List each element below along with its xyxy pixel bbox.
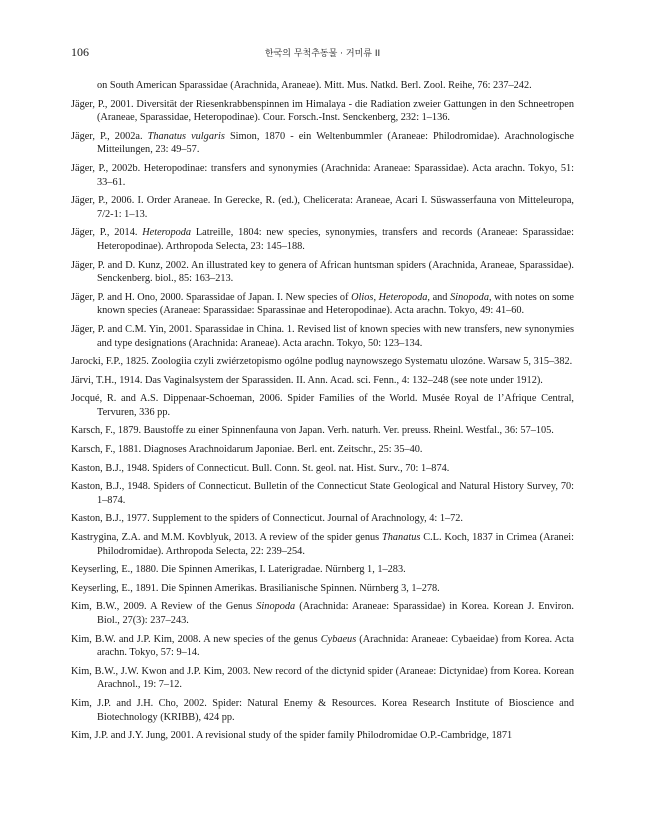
reference-entry: Jarocki, F.P., 1825. Zoologiia czyli zwiérzetopismo ogólne podlug naynowszego Systematu ulozóne. Warsaw 5, 315–382. (71, 356, 573, 368)
reference-entry: Jäger, P. and H. Ono, 2000. Sparassidae of Japan. I. New species of Olios, Heteropoda, and Sinopoda, with notes on some known species (Araneae: Sparassidae: Sparassinae and Heteropodinae). Acta arachn. Tokyo, 49: 41–60. (71, 291, 574, 317)
reference-entry: Keyserling, E., 1880. Die Spinnen Amerikas, I. Laterigradae. Nürnberg 1, 1–283. (71, 564, 406, 576)
reference-entry: Jäger, P., 2002a. Thanatus vulgaris Simon, 1870 - ein Weltenbummler (Araneae: Philodromidae). Arachnologische Mitteilungen, 23: 49–57. (71, 130, 574, 156)
reference-entry: Kim, B.W., 2009. A Review of the Genus Sinopoda (Arachnida: Araneae: Sparassidae) in Korea. Korean J. Environ. Biol., 27(3): 237–243. (71, 601, 574, 626)
reference-entry: Kim, B.W. and J.P. Kim, 2008. A new species of the genus Cybaeus (Arachnida: Araneae: Cybaeidae) from Korea. Acta arachn. Tokyo, 57: 9–14. (71, 633, 574, 659)
page-number: 106 (71, 45, 89, 59)
genus-name: Sinopoda (450, 291, 489, 303)
page-header (71, 45, 574, 61)
reference-entry: Karsch, F., 1879. Baustoffe zu einer Spinnenfauna von Japan. Verh. naturh. Ver. preuss. Rheinl. Westfal., 36: 57–105. (71, 425, 554, 437)
genus-name: Thanatus (382, 532, 421, 544)
reference-entry: Kaston, B.J., 1977. Supplement to the spiders of Connecticut. Journal of Arachnology, 4: 1–72. (71, 513, 463, 525)
reference-entry: Jäger, P. and C.M. Yin, 2001. Sparassidae in China. 1. Revised list of known species with new transfers, new synonymies and type designations (Arachnida: Araneae). Acta arachn. Tokyo, 50: 123–134. (71, 323, 574, 349)
genus-name: Heteropoda (142, 227, 192, 239)
reference-entry: Jocqué, R. and A.S. Dippenaar-Schoeman, 2006. Spider Families of the World. Musée Royal de l’Afrique Central, Tervuren, 336 pp. (71, 393, 574, 418)
reference-entry: Kim, J.P. and J.Y. Jung, 2001. A revisional study of the spider family Philodromidae O.P.-Cambridge, 1871 (71, 730, 513, 742)
genus-name: Olios (351, 291, 374, 303)
reference-entry: Kim, J.P. and J.H. Cho, 2002. Spider: Natural Enemy & Resources. Korea Research Institute of Bioscience and Biotechnology (KRIBB), 424 pp. (71, 697, 574, 723)
reference-entry: Jäger, P. and D. Kunz, 2002. An illustrated key to genera of African huntsman spiders (Arachnida, Araneae, Sparassidae). Senckenberg. biol., 85: 163–213. (71, 259, 574, 285)
species-name: Thanatus vulgaris (147, 130, 225, 142)
genus-name: Cybaeus (320, 633, 357, 645)
reference-entry: on South American Sparassidae (Arachnida, Araneae). Mitt. Mus. Natkd. Berl. Zool. Reihe, 76: 237–242. (97, 80, 532, 91)
genus-name: Sinopoda (256, 601, 296, 613)
reference-entry: Kim, B.W., J.W. Kwon and J.P. Kim, 2003. New record of the dictynid spider (Araneae: Dictynidae) from Korea. Korean Arachnol., 19: 7–12. (71, 665, 574, 691)
reference-entry: Keyserling, E., 1891. Die Spinnen Amerikas. Brasilianische Spinnen. Nürnberg 3, 1–278. (71, 582, 440, 594)
reference-entry: Järvi, T.H., 1914. Das Vaginalsystem der Sparassiden. II. Ann. Acad. sci. Fenn., 4: 132–248 (see note under 1912). (71, 374, 543, 386)
reference-entry: Jäger, P., 2002b. Heteropodinae: transfers and synonymies (Arachnida: Araneae: Sparassidae). Acta arachn. Tokyo, 51: 33–61. (71, 162, 574, 188)
running-title: 한국의 무척추동물 · 거미류 II (264, 49, 381, 59)
reference-entry: Kaston, B.J., 1948. Spiders of Connecticut. Bulletin of the Connecticut State Geological and Natural History Survey, 70: 1–874. (71, 481, 574, 506)
reference-entry: Kastrygina, Z.A. and M.M. Kovblyuk, 2013. A review of the spider genus Thanatus C.L. Koch, 1837 in Crimea (Aranei: Philodromidae). Arthropoda Selecta, 22: 239–254. (71, 532, 574, 557)
reference-list (71, 79, 574, 743)
reference-entry: Jäger, P., 2001. Diversität der Riesenkrabbenspinnen im Himalaya - die Radiation zweier Gattungen in den Schneetropen (Araneae, Sparassidae, Heteropodinae). Cour. Forsch.-Inst. Senckenberg, 232: 1–136. (71, 98, 574, 124)
reference-entry: Jäger, P., 2014. Heteropoda Latreille, 1804: new species, synonymies, transfers and records (Araneae: Sparassidae: Heteropodinae). Arthropoda Selecta, 23: 145–188. (71, 227, 574, 252)
reference-entry: Jäger, P., 2006. I. Order Araneae. In Gerecke, R. (ed.), Chelicerata: Araneae, Acari I. Süswasserfauna von Mitteleuropa, 7/2-1: 1–13. (71, 195, 574, 220)
reference-entry: Karsch, F., 1881. Diagnoses Arachnoidarum Japoniae. Berl. ent. Zeitschr., 25: 35–40. (71, 444, 423, 456)
reference-entry: Kaston, B.J., 1948. Spiders of Connecticut. Bull. Conn. St. geol. nat. Hist. Surv., 70: 1–874. (71, 462, 450, 474)
genus-name: Heteropoda (378, 291, 428, 303)
